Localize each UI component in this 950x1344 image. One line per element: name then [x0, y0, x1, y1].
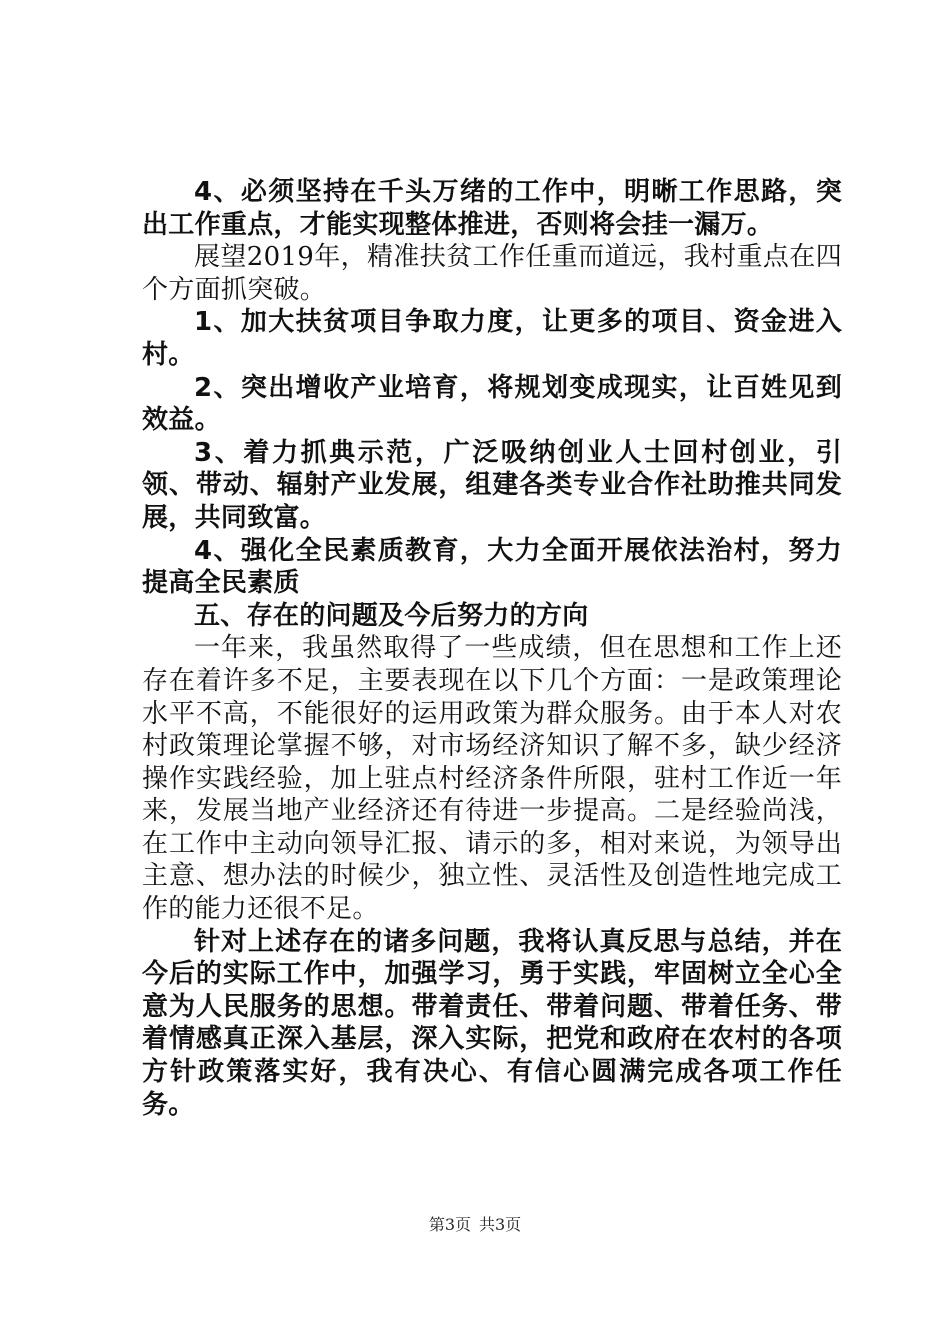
page-total: 共3页 — [479, 1215, 522, 1234]
paragraph-outlook-2019: 展望2019年，精准扶贫工作任重而道远，我村重点在四个方面抓突破。 — [142, 242, 842, 305]
section-heading-problems: 五、存在的问题及今后努力的方向 — [194, 600, 589, 631]
paragraph-lesson-4: 4、必须坚持在千头万绪的工作中，明晰工作思路，突出工作重点，才能实现整体推进，否则将会挂一漏万。 — [142, 177, 842, 240]
paragraph-plan-1: 1、加大扶贫项目争取力度，让更多的项目、资金进入村。 — [142, 307, 842, 370]
paragraph-plan-3: 3、着力抓典示范，广泛吸纳创业人士回村创业，引领、带动、辐射产业发展，组建各类专业合作社助推共同发展，共同致富。 — [142, 437, 842, 533]
paragraph-plan-2: 2、突出增收产业培育，将规划变成现实，让百姓见到效益。 — [142, 372, 842, 436]
page-number: 第3页 — [428, 1215, 471, 1234]
paragraph-improvements: 针对上述存在的诸多问题，我将认真反思与总结，并在今后的实际工作中，加强学习，勇于实践，牢固树立全心全意为人民服务的思想。带着责任、带着问题、带着任务、带着情感真正深入基层，深入实际，把党和政府在农村的各项方针政策落实好，我有决心、有信心圆满完成各项工作任务。 — [142, 926, 842, 1120]
document-body — [142, 176, 842, 1121]
paragraph-shortcomings: 一年来，我虽然取得了一些成绩，但在思想和工作上还存在着许多不足，主要表现在以下几个方面：一是政策理论水平不高，不能很好的运用政策为群众服务。由于本人对农村政策理论掌握不够，对市场经济知识了解不多，缺少经济操作实践经验，加上驻点村经济条件所限，驻村工作近一年来，发展当地产业经济还有待进一步提高。二是经验尚浅，在工作中主动向领导汇报、请示的多，相对来说，为领导出主意、想办法的时候少，独立性、灵活性及创造性地完成工作的能力还很不足。 — [142, 633, 842, 925]
paragraph-plan-4: 4、强化全民素质教育，大力全面开展依法治村，努力提高全民素质 — [142, 535, 842, 599]
page-footer — [0, 1215, 950, 1235]
